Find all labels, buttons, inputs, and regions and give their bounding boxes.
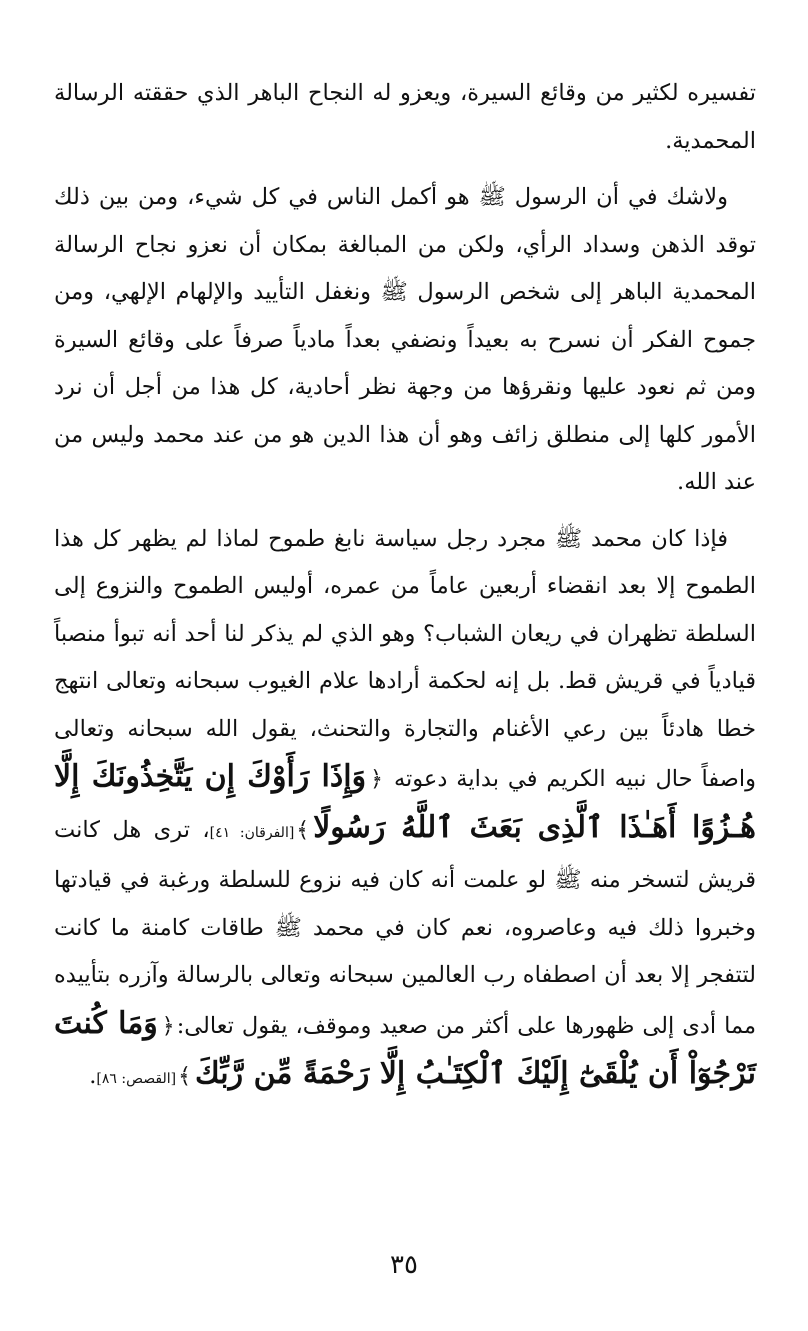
page-body [54, 70, 756, 1113]
quran-verse: وَمَا كُنتَ تَرْجُوٓاْ أَن يُلْقَىٰٓ إِلَيْكَ ٱلْكِتَـٰبُ إِلَّا رَحْمَةً مِّن رَّبِّكَ [54, 1005, 756, 1091]
quran-verse: وَإِذَا رَأَوْكَ إِن يَتَّخِذُونَكَ إِلَّا هُـزُوًا أَهَـٰذَا ٱلَّذِى بَعَثَ ٱللَّهُ رَسُولًا [54, 759, 756, 845]
paragraph-2 [54, 174, 756, 507]
verse-bracket: ﴾ [178, 1064, 191, 1089]
verse-bracket: ﴿ [370, 767, 383, 792]
verse-bracket: ﴾ [296, 817, 310, 843]
body-text: ، ترى هل كانت قريش لتسخر منه ﷺ لو علمت أنه كان فيه نزوع للسلطة ورغبة في قيادتها وخبروا ذلك فيه وعاصروه، نعم كان في محمد ﷺ طاقات كامنة ما كانت لتتفجر إلا بعد أن اصطفاه رب العالمين سبحانه وتعالى بالرسالة وآزره بتأييده مما أدى إلى ظهورها على أكثر من صعيد وموقف، يقول تعالى: [54, 816, 757, 1039]
page-number: ٣٥ [390, 1250, 418, 1280]
body-text: ولاشك في أن الرسول ﷺ هو أكمل الناس في كل شيء، ومن بين ذلك توقد الذهن وسداد الرأي، ولكن من المبالغة بمكان أن نعزو نجاح الرسالة المحمدية الباهر إلى شخص الرسول ﷺ ونغفل التأييد والإلهام الإلهي، ومن جموح الفكر أن نسرح به بعيداً ونضفي بعداً مادياً صرفاً على وقائع السيرة ومن ثم نعود عليها ونقرؤها من وجهة نظر أحادية، كل هذا من أجل أن نرد الأمور كلها إلى منطلق زائف وهو أن هذا الدين هو من عند محمد وليس من عند الله. [54, 184, 756, 495]
paragraph-3 [54, 516, 756, 1104]
paragraph-1 [54, 70, 756, 165]
verse-reference: [الفرقان: ٤١] [209, 824, 295, 841]
body-text: فإذا كان محمد ﷺ مجرد رجل سياسة نابغ طموح لماذا لم يظهر كل هذا الطموح إلا بعد انقضاء أربعين عاماً من عمره، أوليس الطموح والنزوع إلى السلطة تظهران في ريعان الشباب؟ وهو الذي لم يذكر لنا أحد أنه تبوأ منصباً قيادياً في قريش قط. بل إنه لحكمة أرادها علام الغيوب سبحانه وتعالى انتهج خطا هادئاً بين رعي الأغنام والتجارة والتحنث، يقول الله سبحانه وتعالى واصفاً حال نبيه الكريم في بداية دعوته [54, 525, 757, 792]
verse-reference: [القصص: ٨٦] [96, 1071, 177, 1087]
body-text: تفسيره لكثير من وقائع السيرة، ويعزو له النجاح الباهر الذي حققته الرسالة المحمدية. [54, 80, 756, 154]
verse-bracket: ﴿ [161, 1013, 175, 1039]
body-text: . [89, 1063, 97, 1089]
